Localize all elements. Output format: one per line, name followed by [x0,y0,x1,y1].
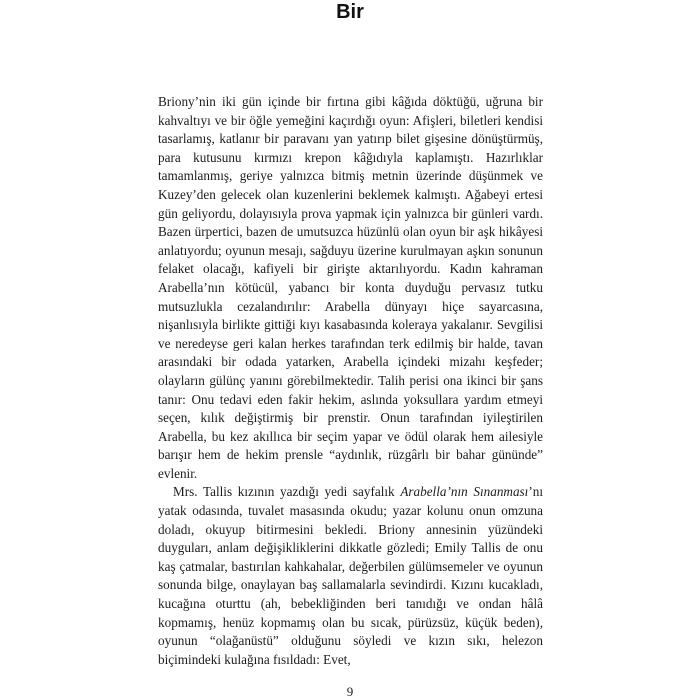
paragraph-text: Briony’nin iki gün içinde bir fırtına gibi kâğıda döktüğü, uğruna bir kahvaltıyı ve bir öğle yemeğini kaçırdığı oyun: Afişleri, biletleri kendisi tasarlamış, katlanır bir paravanı yan yatırıp bilet gişesine dönüştürmüş, para kutusunu kırmızı krepon kâğıdıyla kaplamıştı. Hazırlıklar tamamlanmış, geriye yalnızca bitmiş metnin üzerinde düşünmek ve Kuzey’den gelecek olan kuzenlerini beklemek kalmıştı. Ağabeyi ertesi gün geliyordu, dolayısıyla prova yapmak için yalnızca bir günleri vardı. Bazen ürpertici, bazen de umutsuzca hüzünlü olan oyun bir aşk hikâyesi anlatıyordu; oyunun mesajı, sağduyu üzerine kurulmayan aşkın sonunun felaket olacağı, kafiyeli bir girişte aktarılıyordu. Kadın kahraman Arabella’nın kötücül, yabancı bir konta duyduğu pervasız tutku mutsuzlukla cezalandırılır: Arabella dünyayı hiçe sayarcasına, nişanlısıyla birlikte gittiği kıyı kasabasında koleraya yakalanır. Sevgilisi ve neredeyse geri kalan herkes tarafından terk edilmiş bir halde, tavan arasındaki bir odada yatarken, Arabella içindeki mizahı keşfeder; olayların gülünç yanını görebilmektedir. Talih perisi ona ikinci bir şans tanır: Onu tedavi eden fakir hekim, aslında yoksullara yardım etmeyi seçen, kılık değiştirmiş bir prenstir. Onun tarafından iyileştirilen Arabella, bu kez akıllıca bir seçim yapar ve ödül olarak hem ailesiyle barışır hem de hekim prensle “aydınlık, rüzgârlı bir bahar gününde” evlenir. [158,94,543,481]
chapter-title: Bir [336,1,364,23]
body-text [158,93,543,669]
paragraph-text: ’nı yatak odasında, tuvalet masasında okudu; yazar kolunu onun omzuna doladı, okuyup bitirmesini bekledi. Briony annesinin yüzündeki duyguları, anlam değişikliklerini dikkatle gözledi; Emily Tallis de onu kaş çatmalar, bastırılan kahkahalar, değerbilen gülümsemeler ve oyunun sonunda bilge, onaylayan baş sallamalarla sevindirdi. Kızını kucakladı, kucağına oturttu (ah, bebekliğinden beri tanıdığı ve ondan hâlâ kopmamış, henüz kopmamış olan bu sıcak, pürüzsüz, küçük beden), oyunun “olağanüstü” olduğunu söyledi ve kızın sıkı, helezon biçimindeki kulağına fısıldadı: Evet, [158,484,543,667]
page-number: 9 [346,684,354,699]
paragraph [158,93,543,483]
paragraph [158,483,543,669]
paragraph-text: Mrs. Tallis kızının yazdığı yedi sayfalık [173,484,401,500]
italic-title-text: Arabella’nın Sınanması [400,484,529,500]
